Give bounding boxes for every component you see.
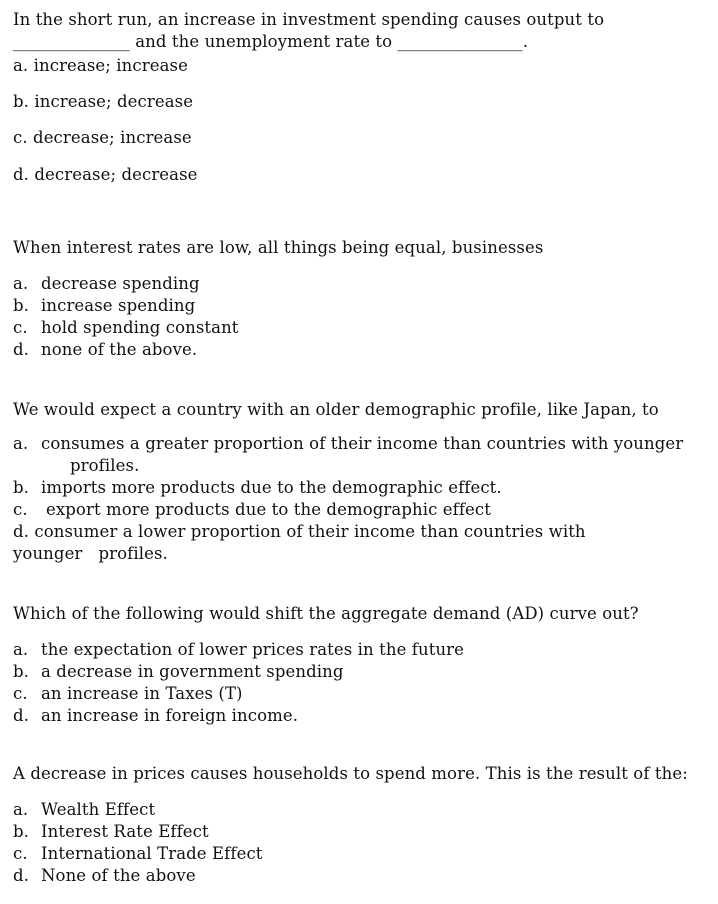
option-letter: d.: [13, 340, 30, 359]
option-text: None of the above: [41, 866, 196, 885]
option-letter: d.: [13, 866, 30, 885]
question-4-option-c: [0, 683, 718, 705]
option-letter: b.: [13, 662, 30, 681]
question-5-option-c: [0, 843, 718, 865]
option-letter: c.: [13, 500, 28, 519]
option-letter: d.: [13, 706, 30, 725]
option-text: none of the above.: [41, 340, 198, 359]
question-2-option-d: [0, 339, 718, 361]
option-text: export more products due to the demographic effect: [46, 500, 491, 519]
option-text: an increase in Taxes (T): [41, 684, 243, 703]
question-2-option-b: [0, 295, 718, 317]
option-text: consumes a greater proportion of their income than countries with younger: [41, 434, 684, 453]
option-letter: a.: [13, 640, 29, 659]
option-letter: b.: [13, 822, 30, 841]
option-text: Interest Rate Effect: [41, 822, 209, 841]
question-3-option-d: d. consumer a lower proportion of their income than countries with: [13, 522, 586, 541]
question-2-stem: When interest rates are low, all things being equal, businesses: [13, 238, 544, 257]
question-5-option-a: [0, 799, 718, 821]
question-2-option-a: [0, 273, 718, 295]
question-3-option-b: [0, 477, 718, 499]
question-3-option-d-continued: younger profiles.: [13, 544, 168, 563]
option-text: imports more products due to the demographic effect.: [41, 478, 502, 497]
option-text: hold spending constant: [41, 318, 239, 337]
question-3-option-c: [0, 499, 718, 521]
question-1-option-b: b. increase; decrease: [13, 92, 194, 111]
question-2-option-c: [0, 317, 718, 339]
question-3-option-a: [0, 433, 718, 455]
question-4-option-d: [0, 705, 718, 727]
option-letter: a.: [13, 800, 29, 819]
question-3-stem: We would expect a country with an older demographic profile, like Japan, to: [13, 400, 659, 419]
option-letter: c.: [13, 684, 28, 703]
question-1-option-d: d. decrease; decrease: [13, 165, 198, 184]
option-letter: a.: [13, 434, 29, 453]
question-4-option-a: [0, 639, 718, 661]
question-5-option-d: [0, 865, 718, 887]
question-4-stem: Which of the following would shift the aggregate demand (AD) curve out?: [13, 604, 639, 623]
question-5-option-b: [0, 821, 718, 843]
question-1-stem-line-2: ______________ and the unemployment rate to _______________.: [13, 32, 529, 51]
option-letter: b.: [13, 296, 30, 315]
option-text: Wealth Effect: [41, 800, 156, 819]
option-text: International Trade Effect: [41, 844, 263, 863]
question-1-option-a: a. increase; increase: [13, 56, 188, 75]
option-text: decrease spending: [41, 274, 200, 293]
question-3-option-a-continued: profiles.: [70, 456, 140, 475]
question-4-option-b: [0, 661, 718, 683]
option-letter: c.: [13, 844, 28, 863]
option-letter: b.: [13, 478, 30, 497]
option-text: an increase in foreign income.: [41, 706, 299, 725]
question-1-option-c: c. decrease; increase: [13, 128, 192, 147]
option-letter: a.: [13, 274, 29, 293]
question-1-stem-line-1: In the short run, an increase in investment spending causes output to: [13, 10, 605, 29]
question-5-stem: A decrease in prices causes households to spend more. This is the result of the:: [13, 764, 688, 783]
option-text: a decrease in government spending: [41, 662, 344, 681]
option-text: the expectation of lower prices rates in the future: [41, 640, 465, 659]
option-text: increase spending: [41, 296, 196, 315]
option-letter: c.: [13, 318, 28, 337]
